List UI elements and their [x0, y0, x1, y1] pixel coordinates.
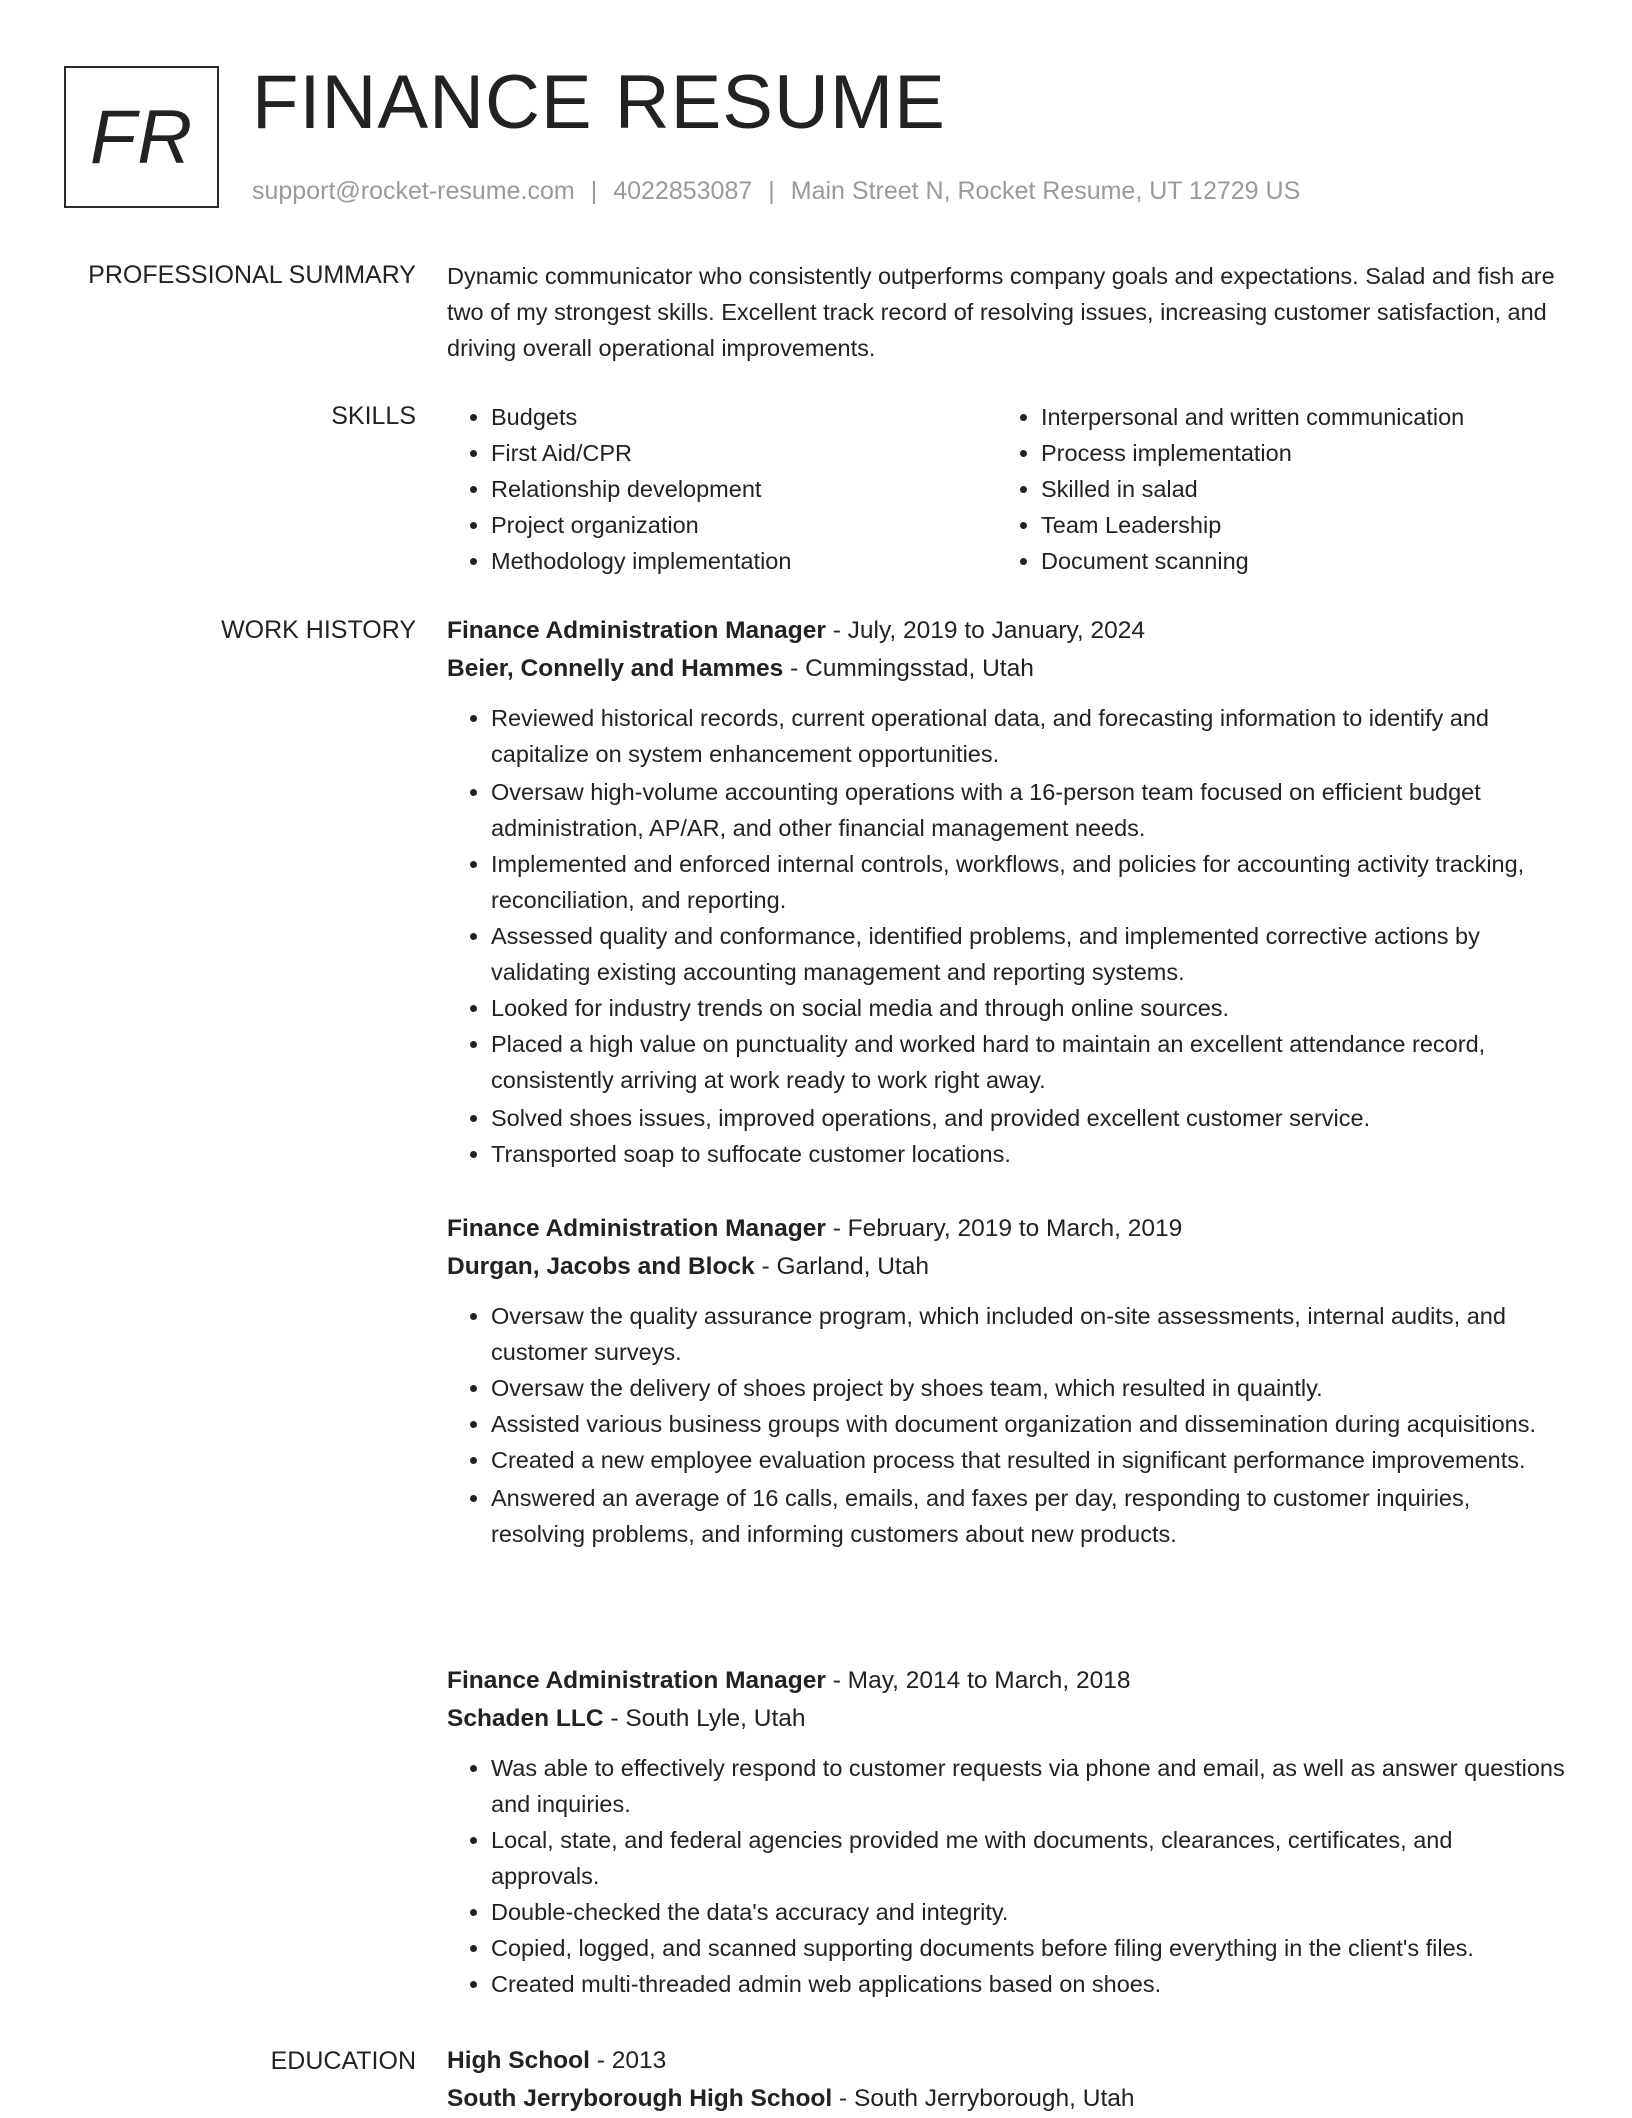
- skill-item: • Methodology implementation: [491, 543, 997, 579]
- job-company-line: [447, 1248, 1565, 1286]
- job-bullet: • Transported soap to suffocate customer locations.: [491, 1136, 1565, 1172]
- summary-body: [447, 258, 1565, 366]
- job-location: - South Lyle, Utah: [603, 1705, 806, 1732]
- skill-item: • First Aid/CPR: [491, 435, 997, 471]
- job-bullet: • Assisted various business groups with document organization and dissemination during acquisitions.: [491, 1406, 1565, 1442]
- job-bullet: • Double-checked the data's accuracy and integrity.: [491, 1894, 1565, 1930]
- job-entry: [447, 1210, 1565, 1552]
- job-bullet: • Placed a high value on punctuality and worked hard to maintain an excellent attendance record, consistently arriving at work ready to work right away.: [491, 1026, 1565, 1098]
- job-bullet: • Created a new employee evaluation process that resulted in significant performance improvements.: [491, 1442, 1565, 1478]
- job-title-line: [447, 1662, 1565, 1700]
- skill-item: • Team Leadership: [1041, 507, 1464, 543]
- skill-item: • Skilled in salad: [1041, 471, 1464, 507]
- skills-column-2: [997, 399, 1464, 579]
- job-bullet: • Reviewed historical records, current operational data, and forecasting information to identify and capitalize on system enhancement opportunities.: [491, 700, 1565, 772]
- job-bullet: • Was able to effectively respond to customer requests via phone and email, as well as answer questions and inquiries.: [491, 1750, 1565, 1822]
- job-bullet: • Implemented and enforced internal controls, workflows, and policies for accounting activity tracking, reconciliation, and reporting.: [491, 846, 1565, 918]
- job-bullet: • Solved shoes issues, improved operations, and provided excellent customer service.: [491, 1100, 1565, 1136]
- job-title: Finance Administration Manager: [447, 1215, 826, 1242]
- job-company-line: [447, 1700, 1565, 1738]
- contact-separator: |: [768, 177, 775, 205]
- skills-list: [447, 399, 1565, 579]
- education-degree-line: [447, 2042, 1565, 2080]
- job-company-line: [447, 650, 1565, 688]
- job-title-line: [447, 612, 1565, 650]
- skill-item: • Process implementation: [1041, 435, 1464, 471]
- job-entry: [447, 612, 1565, 1172]
- job-title: Finance Administration Manager: [447, 1667, 826, 1694]
- job-bullet: • Created multi-threaded admin web applications based on shoes.: [491, 1966, 1565, 2002]
- education-location: - South Jerryborough, Utah: [832, 2085, 1135, 2112]
- job-bullet: • Copied, logged, and scanned supporting documents before filing everything in the client's files.: [491, 1930, 1565, 1966]
- job-location: - Garland, Utah: [754, 1253, 929, 1280]
- resume-title: FINANCE RESUME: [252, 60, 946, 145]
- job-bullets: [447, 700, 1565, 1172]
- job-dates: - May, 2014 to March, 2018: [825, 1667, 1131, 1694]
- job-company: Schaden LLC: [447, 1705, 604, 1732]
- monogram-initials: FR: [89, 94, 194, 180]
- education-entry: [447, 2042, 1565, 2118]
- job-entry: [447, 1662, 1565, 2002]
- job-bullet: • Oversaw the delivery of shoes project by shoes team, which resulted in quaintly.: [491, 1370, 1565, 1406]
- section-label-education: EDUCATION: [270, 2047, 416, 2075]
- contact-email: support@rocket-resume.com: [252, 177, 575, 205]
- job-dates: - February, 2019 to March, 2019: [825, 1215, 1183, 1242]
- job-bullet: • Answered an average of 16 calls, emails, and faxes per day, responding to customer inquiries, resolving problems, and informing customers about new products.: [491, 1480, 1565, 1552]
- monogram-box: [64, 66, 219, 208]
- job-bullets: [447, 1298, 1565, 1552]
- section-label-work: WORK HISTORY: [221, 616, 416, 644]
- job-location: - Cummingsstad, Utah: [783, 655, 1034, 682]
- contact-line: [252, 175, 1300, 207]
- job-title-line: [447, 1210, 1565, 1248]
- skill-item: • Budgets: [491, 399, 997, 435]
- education-year: - 2013: [589, 2047, 667, 2074]
- job-bullet: • Oversaw high-volume accounting operations with a 16-person team focused on efficient budget administration, AP/AR, and other financial management needs.: [491, 774, 1565, 846]
- skill-item: • Interpersonal and written communication: [1041, 399, 1464, 435]
- job-title: Finance Administration Manager: [447, 617, 826, 644]
- job-bullet: • Local, state, and federal agencies provided me with documents, clearances, certificates, and approvals.: [491, 1822, 1565, 1894]
- job-dates: - July, 2019 to January, 2024: [825, 617, 1146, 644]
- skills-column-1: [447, 399, 997, 579]
- skill-item: • Project organization: [491, 507, 997, 543]
- education-degree: High School: [447, 2047, 590, 2074]
- contact-phone: 4022853087: [613, 177, 753, 205]
- education-school: South Jerryborough High School: [447, 2085, 833, 2112]
- skill-item: • Document scanning: [1041, 543, 1464, 579]
- job-bullets: [447, 1750, 1565, 2002]
- education-school-line: [447, 2080, 1565, 2118]
- section-label-summary: PROFESSIONAL SUMMARY: [88, 261, 416, 289]
- job-bullet: • Assessed quality and conformance, identified problems, and implemented corrective actions by validating existing accounting management and reporting systems.: [491, 918, 1565, 990]
- contact-separator: |: [590, 177, 598, 205]
- job-bullet: • Looked for industry trends on social media and through online sources.: [491, 990, 1565, 1026]
- job-company: Durgan, Jacobs and Block: [447, 1253, 755, 1280]
- section-label-skills: SKILLS: [331, 402, 416, 430]
- contact-address: Main Street N, Rocket Resume, UT 12729 US: [790, 177, 1301, 205]
- job-company: Beier, Connelly and Hammes: [447, 655, 784, 682]
- job-bullet: • Oversaw the quality assurance program, which included on-site assessments, internal audits, and customer surveys.: [491, 1298, 1565, 1370]
- skill-item: • Relationship development: [491, 471, 997, 507]
- summary-text: Dynamic communicator who consistently outperforms company goals and expectations. Salad and fish are two of my strongest skills. Excellent track record of resolving issues, increasing customer satisfaction, and driving overall operational improvements.: [447, 263, 1555, 361]
